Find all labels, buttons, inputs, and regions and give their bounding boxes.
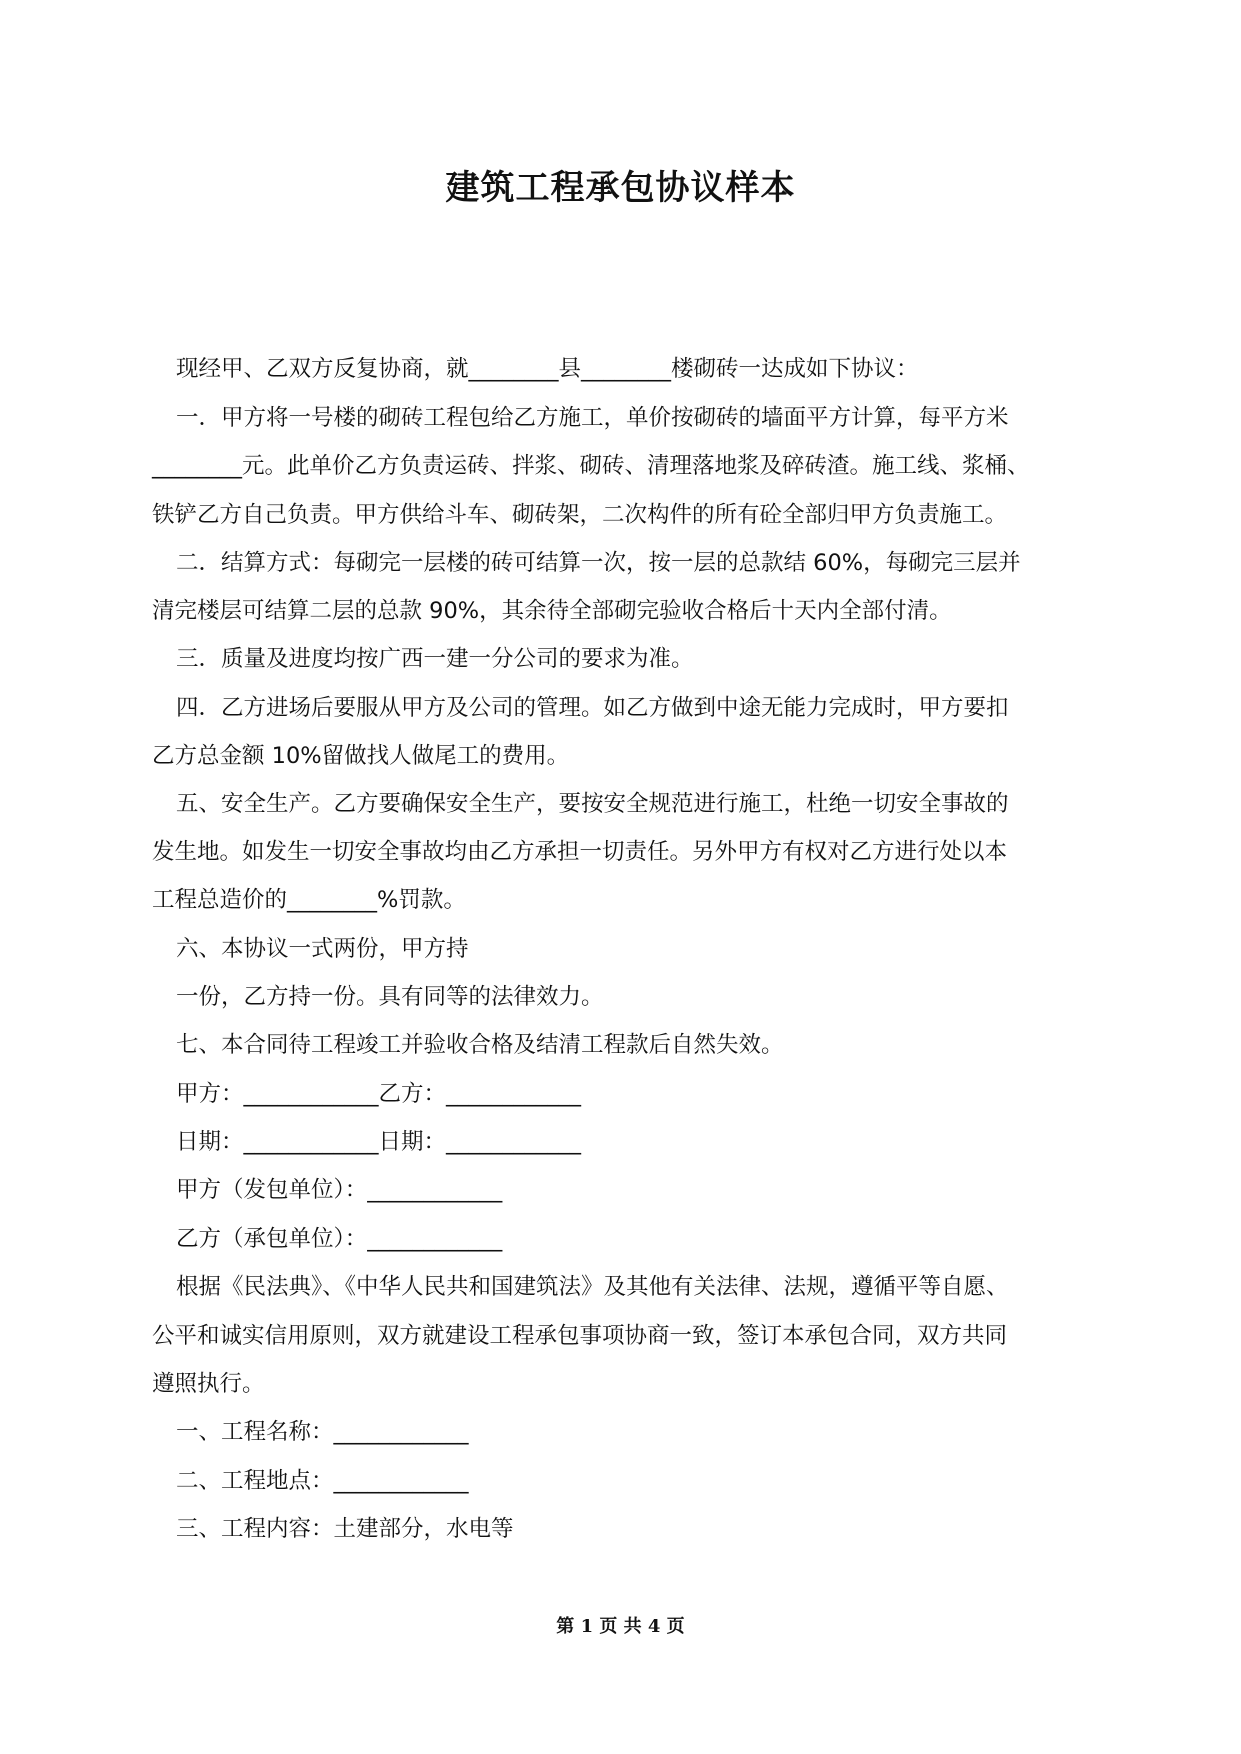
paragraph-line: 一份，乙方持一份。具有同等的法律效力。: [176, 984, 604, 1010]
paragraph-line: 四．乙方进场后要服从甲方及公司的管理。如乙方做到中途无能力完成时，甲方要扣: [176, 695, 1009, 721]
signature-line: 甲方：____________乙方：____________: [176, 1081, 582, 1107]
project-content-line: 三、工程内容：土建部分，水电等: [176, 1516, 514, 1542]
paragraph-line: 发生地。如发生一切安全事故均由乙方承担一切责任。另外甲方有权对乙方进行处以本: [152, 839, 1008, 865]
paragraph-line: 公平和诚实信用原则，双方就建设工程承包事项协商一致，签订本承包合同，双方共同: [152, 1323, 1008, 1349]
date-line: 日期：____________日期：____________: [176, 1129, 582, 1155]
document-title: 建筑工程承包协议样本: [445, 168, 796, 208]
party-b-line: 乙方（承包单位）：____________: [176, 1226, 503, 1252]
paragraph-line: 工程总造价的________%罚款。: [152, 887, 466, 913]
paragraph-line: ________元。此单价乙方负责运砖、拌浆、砌砖、清理落地浆及碎砖渣。施工线、浆桶、: [152, 453, 1030, 479]
paragraph-line: 五、安全生产。乙方要确保安全生产，要按安全规范进行施工，杜绝一切安全事故的: [176, 791, 1009, 817]
paragraph-line: 铁铲乙方自己负责。甲方供给斗车、砌砖架，二次构件的所有砼全部归甲方负责施工。: [152, 502, 1008, 528]
project-name-line: 一、工程名称：____________: [176, 1419, 469, 1445]
paragraph-line: 遵照执行。: [152, 1371, 265, 1397]
paragraph-line: 清完楼层可结算二层的总款 90%，其余待全部砌完验收合格后十天内全部付清。: [152, 598, 952, 624]
paragraph-line: 七、本合同待工程竣工并验收合格及结清工程款后自然失效。: [176, 1032, 784, 1058]
paragraph-line: 现经甲、乙双方反复协商，就________县________楼砌砖一达成如下协议：: [176, 356, 919, 382]
paragraph-line: 二．结算方式：每砌完一层楼的砖可结算一次，按一层的总款结 60%，每砌完三层并: [176, 550, 1021, 576]
party-a-line: 甲方（发包单位）：____________: [176, 1177, 503, 1203]
paragraph-line: 根据《民法典》、《中华人民共和国建筑法》及其他有关法律、法规，遵循平等自愿、: [176, 1274, 1009, 1300]
project-location-line: 二、工程地点：____________: [176, 1468, 469, 1494]
paragraph-line: 一．甲方将一号楼的砌砖工程包给乙方施工，单价按砌砖的墙面平方计算，每平方米: [176, 405, 1009, 431]
paragraph-line: 乙方总金额 10%留做找人做尾工的费用。: [152, 743, 570, 769]
page-number: 第 1 页 共 4 页: [556, 1616, 685, 1637]
paragraph-line: 三．质量及进度均按广西一建一分公司的要求为准。: [176, 646, 694, 672]
paragraph-line: 六、本协议一式两份，甲方持: [176, 936, 469, 962]
